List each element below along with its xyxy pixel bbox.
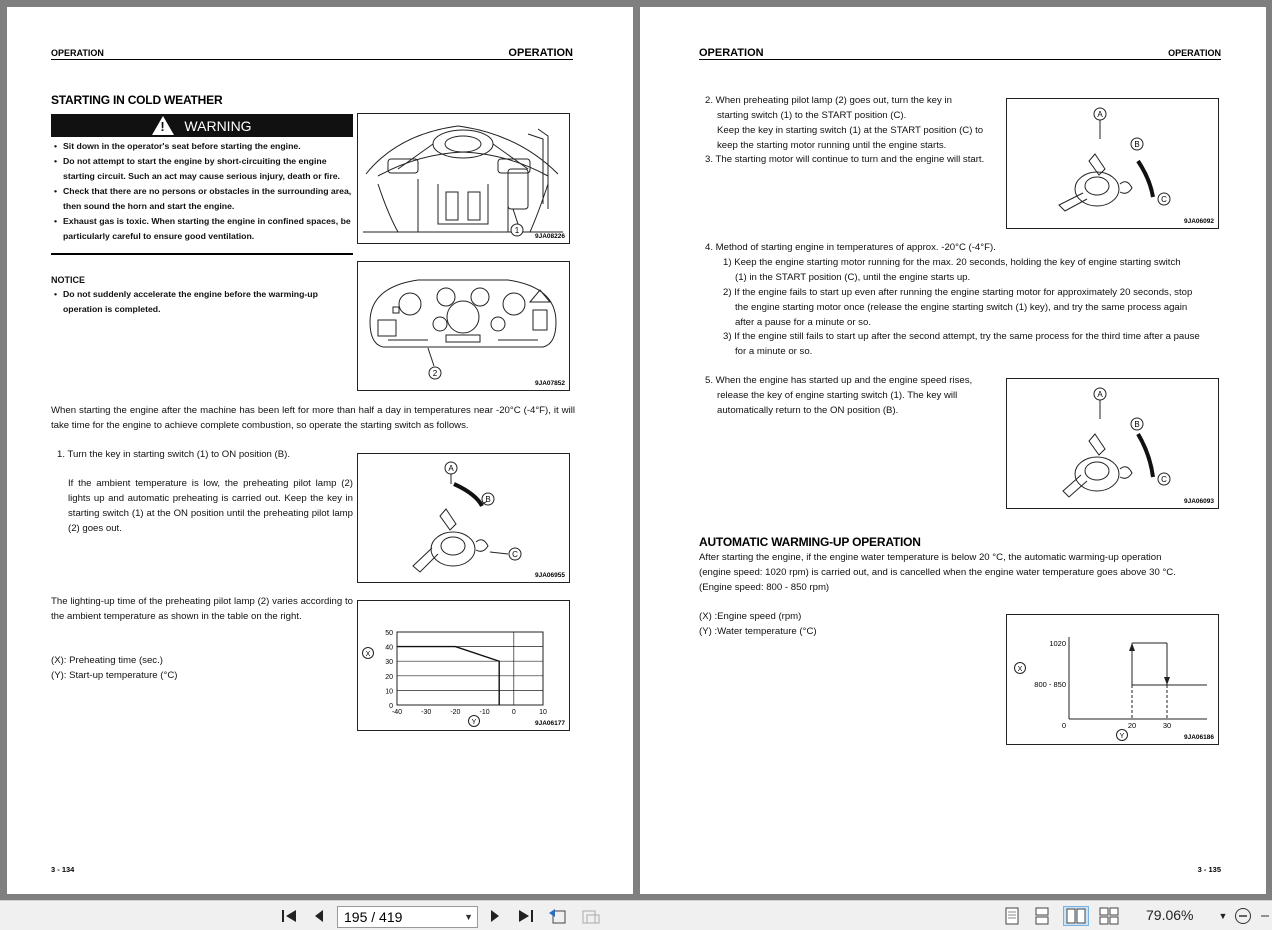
step-2-line: starting switch (1) to the START position (C).: [717, 110, 907, 121]
step-2-line: Keep the key in starting switch (1) at the START position (C) to: [717, 125, 984, 136]
step-4: 4. Method of starting engine in temperatures of approx. -20°C (-4°F).: [705, 242, 996, 253]
callout-1: 1: [514, 226, 520, 235]
y-legend: (Y) :Water temperature (°C): [699, 626, 817, 637]
intro-paragraph: When starting the engine after the machine has been left for more than half a day in temperatures near -20°C (-4°F), it will take time for the engine to achieve complete combustion, so operate the starting switch as follows.: [51, 405, 575, 431]
warning-label: WARNING: [184, 117, 252, 134]
notice-item: • Do not suddenly accelerate the engine before the warming-up operation is completed.: [63, 287, 355, 317]
key-switch-illustration: [358, 454, 569, 582]
zoom-dropdown-icon[interactable]: ▼: [1218, 911, 1228, 921]
step-4-sub-1: 1) Keep the engine starting motor running for the max. 20 seconds, holding the key of engine starting switch: [723, 257, 1181, 268]
figure-instrument-panel: [357, 261, 570, 391]
step-2-line: keep the starting motor running until the engine starts.: [717, 140, 947, 151]
section-title: AUTOMATIC WARMING-UP OPERATION: [699, 535, 921, 549]
warmup-paragraph-cont: (engine speed: 1020 rpm) is carried out, and is cancelled when the engine water temperature goes above 30 °C.: [699, 567, 1176, 578]
next-page-icon[interactable]: [487, 906, 503, 926]
zoom-out-icon[interactable]: [1233, 906, 1253, 926]
warning-bottom-rule: [51, 253, 353, 255]
figure-id: 9JA06092: [1184, 218, 1214, 225]
axis-y-marker: Y: [1119, 733, 1125, 740]
position-c-label: C: [1161, 475, 1167, 484]
figure-id: 9JA06093: [1184, 498, 1214, 505]
preheat-chart: [358, 601, 569, 730]
figure-id: 9JA08226: [535, 233, 565, 240]
step-4-sub-2: 2) If the engine fails to start up even after running the engine starting motor for approximately 20 seconds, stop: [723, 287, 1193, 298]
section-title: STARTING IN COLD WEATHER: [51, 93, 223, 107]
y-tick-label: 50: [385, 630, 393, 637]
figure-key-switch-return: [1006, 378, 1219, 509]
step-5: 5. When the engine has started up and the engine speed rises,: [705, 375, 973, 386]
y-tick-label: 0: [389, 703, 393, 710]
figure-warmup-chart: [1006, 614, 1219, 745]
y-tick-label: 30: [385, 659, 393, 667]
x-label-20: 20: [1127, 721, 1137, 730]
warning-item: • Check that there are no persons or obstacles in the surrounding area, then sound the horn and start the engine.: [63, 184, 355, 214]
step-2: 2. When preheating pilot lamp (2) goes out, turn the key in: [705, 95, 952, 106]
key-switch-illustration: [1007, 379, 1218, 508]
figure-id: 9JA06955: [535, 572, 565, 579]
key-switch-illustration: [1007, 99, 1218, 228]
page-header-right: OPERATION: [508, 47, 573, 59]
x-legend: (X) :Engine speed (rpm): [699, 611, 802, 622]
figure-key-switch-start: [1006, 98, 1219, 229]
axis-x-marker: X: [1017, 666, 1023, 673]
notice-title: NOTICE: [51, 275, 86, 285]
position-a-label: A: [1097, 110, 1103, 119]
page-header-right: OPERATION: [1168, 48, 1221, 58]
previous-view-icon[interactable]: [546, 906, 568, 926]
x-legend: (X): Preheating time (sec.): [51, 655, 163, 666]
callout-2: 2: [432, 369, 438, 378]
first-page-icon[interactable]: [279, 906, 299, 926]
pdf-page-left: [7, 7, 633, 894]
warning-item: • Exhaust gas is toxic. When starting the engine in confined spaces, be particularly careful to ensure good ventilation.: [63, 214, 355, 244]
warning-item: • Do not attempt to start the engine by short-circuiting the engine starting circuit. Such an act may cause serious injury, death or fire.: [63, 154, 355, 184]
page-number-input[interactable]: [337, 906, 478, 928]
warmup-paragraph-cont: (Engine speed: 800 - 850 rpm): [699, 582, 830, 593]
pdf-page-right: [640, 7, 1266, 894]
continuous-facing-view-icon[interactable]: [1098, 906, 1120, 926]
y-label-800-850: 800 - 850: [1034, 680, 1066, 689]
position-c-label: C: [1161, 195, 1167, 204]
step-5-line: release the key of engine starting switch (1). The key will: [717, 390, 958, 401]
position-c-label: C: [512, 550, 518, 559]
zoom-slider-handle[interactable]: [1258, 906, 1270, 926]
page-number-value: 195 / 419: [344, 909, 403, 925]
single-page-view-icon[interactable]: [1003, 906, 1021, 926]
step-5-line: automatically return to the ON position (B).: [717, 405, 899, 416]
header-rule: [51, 59, 573, 60]
plot-frame: [397, 632, 543, 705]
next-view-icon[interactable]: [580, 906, 602, 926]
step-4-sub-3-cont: for a minute or so.: [735, 346, 813, 357]
y-tick-label: 10: [385, 688, 393, 696]
step-4-sub-2-cont: the engine starting motor once (release the engine starting switch (1) key), and try the same process again: [735, 302, 1188, 313]
x-label-0: 0: [1061, 721, 1067, 730]
x-tick-label: -40: [391, 709, 403, 716]
y-legend: (Y): Start-up temperature (°C): [51, 670, 178, 681]
header-rule: [699, 59, 1221, 60]
step-4-sub-3: 3) If the engine still fails to start up after the second attempt, try the same process for the third time after a pause: [723, 331, 1200, 342]
position-b-label: B: [485, 495, 491, 504]
navigation-toolbar: [0, 900, 1272, 930]
operator-cab-illustration: [358, 114, 569, 243]
lighting-paragraph: The lighting-up time of the preheating pilot lamp (2) varies according to the ambient temperature as shown in the table on the right.: [51, 596, 353, 622]
continuous-view-icon[interactable]: [1033, 906, 1051, 926]
x-tick-label: -30: [421, 709, 432, 716]
down-arrow-icon: [1164, 677, 1170, 685]
chevron-down-icon[interactable]: ▼: [464, 912, 473, 922]
figure-id: 9JA07852: [535, 380, 565, 387]
facing-pages-view-icon[interactable]: [1063, 906, 1089, 926]
position-a-label: A: [448, 464, 454, 473]
step-4-sub-2-cont: after a pause for a minute or so.: [735, 317, 871, 328]
warning-banner: [51, 114, 353, 137]
axis-x-marker: X: [365, 651, 371, 658]
warmup-chart: [1007, 615, 1218, 744]
position-b-label: B: [1134, 420, 1140, 429]
zoom-level[interactable]: 79.06%: [1146, 907, 1194, 923]
page-header-left: OPERATION: [699, 47, 764, 59]
x-tick-label: 10: [539, 709, 547, 716]
position-b-label: B: [1134, 140, 1140, 149]
warning-triangle-icon: !: [152, 116, 174, 135]
page-header-left: OPERATION: [51, 48, 104, 58]
y-tick-label: 20: [385, 673, 393, 681]
warmup-paragraph: After starting the engine, if the engine water temperature is below 20 °C, the automatic warming-up operation: [699, 552, 1162, 563]
x-tick-label: -20: [450, 709, 461, 716]
y-label-1020: 1020: [1049, 639, 1066, 648]
last-page-icon[interactable]: [516, 906, 536, 926]
step-1-detail: If the ambient temperature is low, the preheating pilot lamp (2) lights up and automatic preheating is carried out. Keep the key in starting switch (1) at the ON position until the preheating pilot lamp (2) goes out.: [68, 478, 353, 534]
y-tick-label: 40: [385, 644, 393, 652]
x-tick-label: -10: [479, 709, 490, 716]
step-1: 1. Turn the key in starting switch (1) to ON position (B).: [57, 449, 291, 460]
step-3: 3. The starting motor will continue to turn and the engine will start.: [705, 154, 985, 165]
up-arrow-icon: [1129, 643, 1135, 651]
x-tick-label: 0: [511, 709, 516, 716]
figure-id: 9JA06177: [535, 720, 565, 727]
step-4-sub-1-cont: (1) in the START position (C), until the engine starts up.: [735, 272, 971, 283]
x-label-30: 30: [1162, 721, 1172, 730]
figure-id: 9JA06186: [1184, 734, 1214, 741]
warning-item: • Sit down in the operator's seat before starting the engine.: [63, 139, 355, 154]
page-number: 3 - 135: [1197, 865, 1221, 874]
previous-page-icon[interactable]: [310, 906, 328, 926]
axis-y-marker: Y: [471, 719, 477, 726]
figure-operator-cab: [357, 113, 570, 244]
figure-key-switch-on: [357, 453, 570, 583]
position-a-label: A: [1097, 390, 1103, 399]
instrument-panel-illustration: [358, 262, 569, 390]
page-number: 3 - 134: [51, 865, 75, 874]
figure-preheat-chart: [357, 600, 570, 731]
